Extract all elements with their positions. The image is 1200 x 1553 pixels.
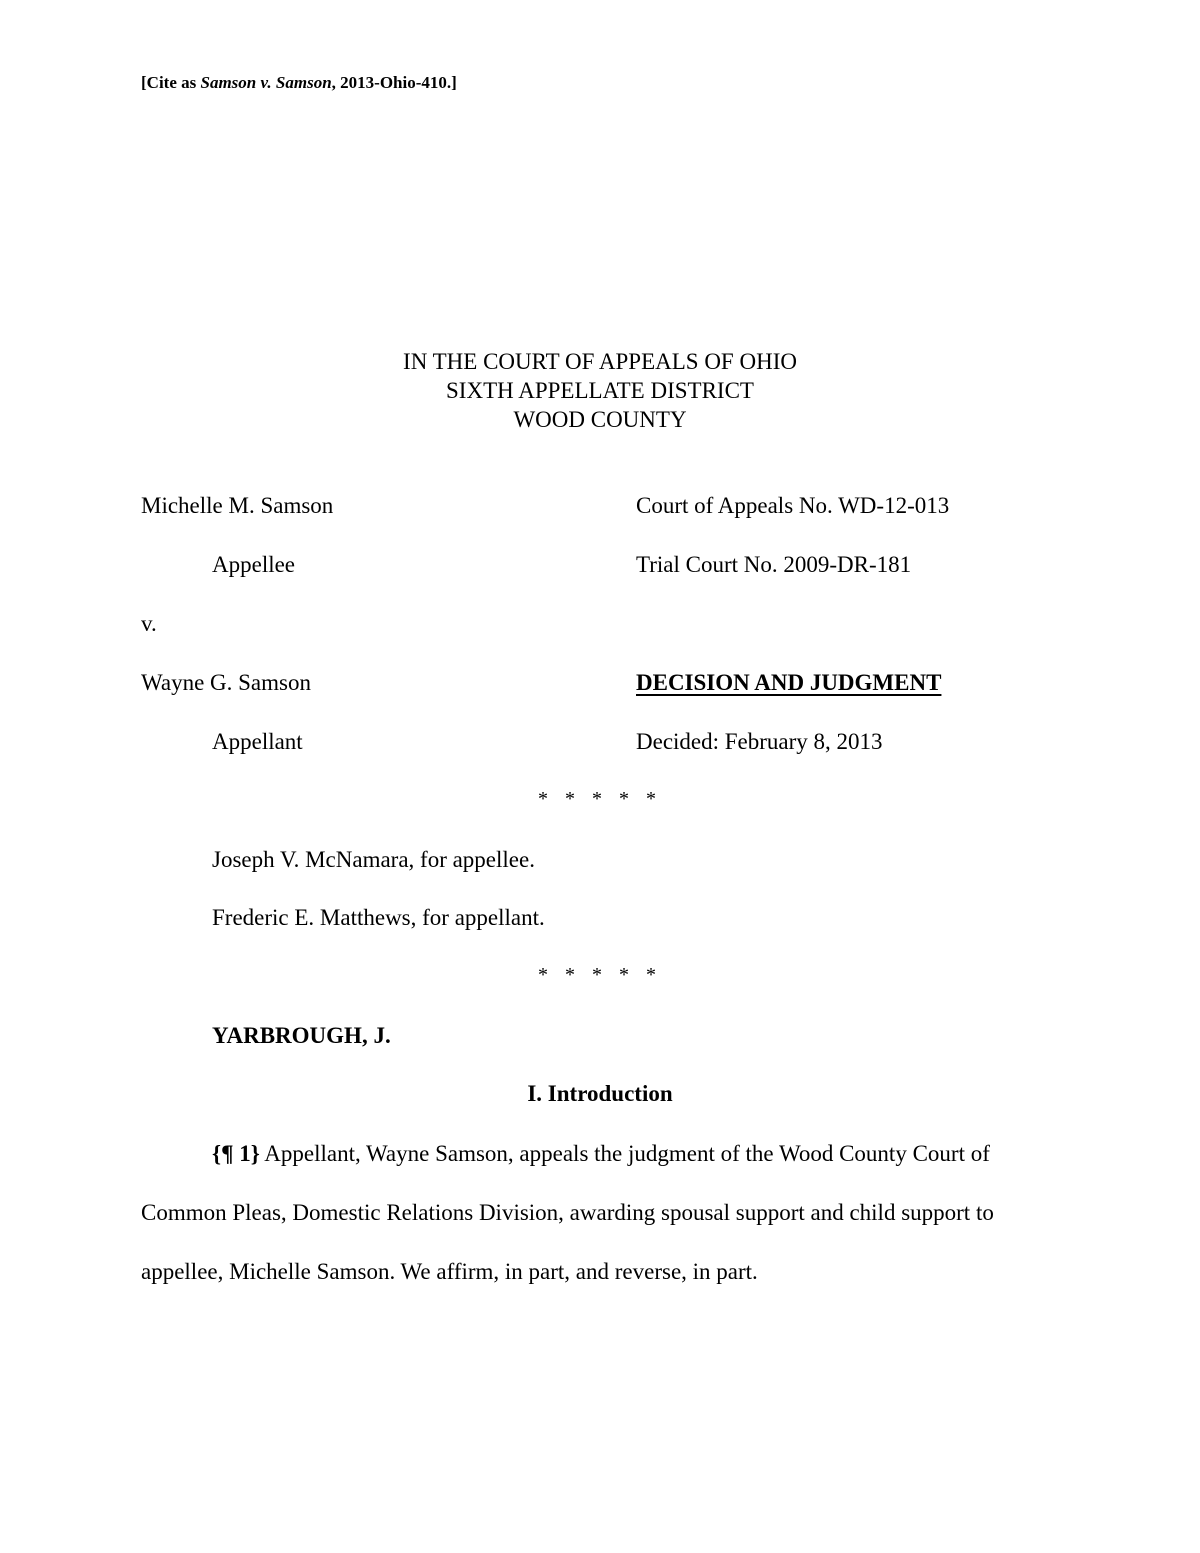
citation-case-name: Samson v. Samson: [200, 73, 332, 92]
judge-name: YARBROUGH, J.: [212, 1023, 391, 1048]
separator-top: * * * * *: [538, 788, 662, 810]
court-district: SIXTH APPELLATE DISTRICT: [446, 378, 754, 403]
court-header: [0, 347, 1200, 434]
decision-title: DECISION AND JUDGMENT: [636, 670, 942, 695]
citation-suffix: , 2013-Ohio-410.]: [331, 73, 457, 92]
citation-prefix: [Cite as: [141, 73, 201, 92]
paragraph-1: [141, 1124, 1061, 1301]
versus: v.: [141, 611, 157, 636]
counsel-appellee: Joseph V. McNamara, for appellee.: [212, 847, 535, 872]
party2-name: Wayne G. Samson: [141, 670, 311, 695]
counsel-appellant: Frederic E. Matthews, for appellant.: [212, 905, 545, 930]
appeals-number: Court of Appeals No. WD-12-013: [636, 493, 950, 518]
section-title: I. Introduction: [527, 1081, 673, 1106]
citation-header: [141, 73, 457, 93]
trial-court-number: Trial Court No. 2009-DR-181: [636, 552, 912, 577]
paragraph-text: Appellant, Wayne Samson, appeals the judgment of the Wood County Court of Common Pleas, Domestic Relations Division, awarding spousal support and child support to appellee, Michelle Samson. We affirm, in part, and reverse, in part.: [141, 1141, 994, 1284]
separator-bottom: * * * * *: [538, 964, 662, 986]
court-name: IN THE COURT OF APPEALS OF OHIO: [403, 349, 797, 374]
party1-name: Michelle M. Samson: [141, 493, 334, 518]
party2-role: Appellant: [212, 729, 303, 754]
decided-date: Decided: February 8, 2013: [636, 729, 883, 754]
party1-role: Appellee: [212, 552, 296, 577]
court-county: WOOD COUNTY: [513, 407, 687, 432]
paragraph-number: {¶ 1}: [212, 1141, 260, 1166]
